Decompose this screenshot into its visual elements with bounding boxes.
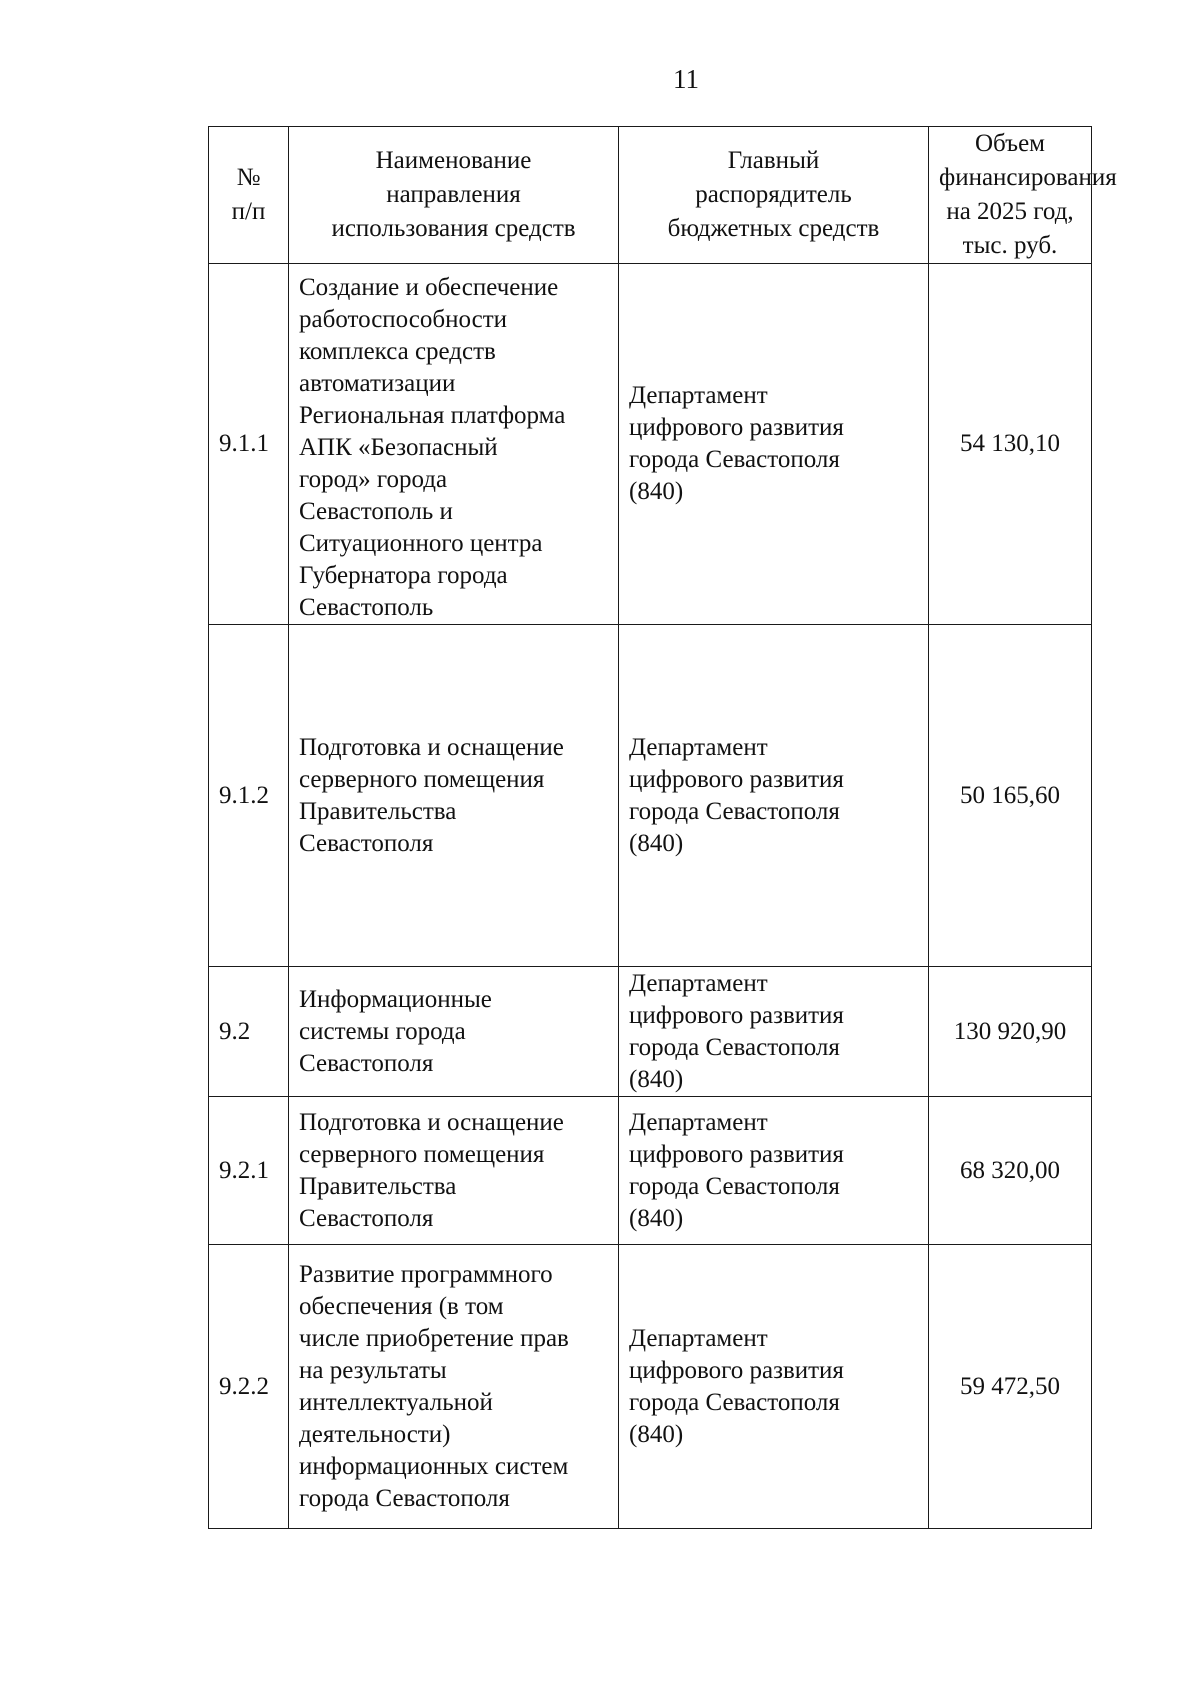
page-number: 11 — [673, 64, 699, 94]
table-row — [209, 1097, 1092, 1245]
row-number: 9.2 — [209, 967, 289, 1097]
row-manager: Департамент цифрового развития города Севастополя (840) — [619, 264, 929, 625]
row-name: Информационные системы города Севастополя — [289, 967, 619, 1097]
row-name: Создание и обеспечение работоспособности комплекса средств автоматизации Региональная платформа АПК «Безопасный город» города Севастополь и Ситуационного центра Губернатора города Севастополь — [289, 264, 619, 625]
header-num: № п/п — [209, 127, 289, 264]
row-number: 9.2.2 — [209, 1245, 289, 1529]
row-manager: Департамент цифрового развития города Севастополя (840) — [619, 967, 929, 1097]
row-amount: 54 130,10 — [929, 264, 1092, 625]
table-row — [209, 1245, 1092, 1529]
row-amount: 68 320,00 — [929, 1097, 1092, 1245]
header-amount: Объем финансирования на 2025 год, тыс. руб. — [929, 127, 1092, 264]
row-number: 9.2.1 — [209, 1097, 289, 1245]
table-header-row — [209, 127, 1092, 264]
row-name: Подготовка и оснащение серверного помещения Правительства Севастополя — [289, 625, 619, 967]
row-name: Развитие программного обеспечения (в том числе приобретение прав на результаты интеллектуальной деятельности) информационных систем города Севастополя — [289, 1245, 619, 1529]
row-manager: Департамент цифрового развития города Севастополя (840) — [619, 1097, 929, 1245]
row-manager: Департамент цифрового развития города Севастополя (840) — [619, 1245, 929, 1529]
table-row — [209, 625, 1092, 967]
row-number: 9.1.1 — [209, 264, 289, 625]
row-amount: 59 472,50 — [929, 1245, 1092, 1529]
budget-table — [208, 126, 1117, 1529]
row-amount: 50 165,60 — [929, 625, 1092, 967]
row-manager: Департамент цифрового развития города Севастополя (840) — [619, 625, 929, 967]
table-row — [209, 967, 1092, 1097]
row-number: 9.1.2 — [209, 625, 289, 967]
table-row — [209, 264, 1092, 625]
header-name: Наименование направления использования средств — [289, 127, 619, 264]
row-name: Подготовка и оснащение серверного помещения Правительства Севастополя — [289, 1097, 619, 1245]
row-amount: 130 920,90 — [929, 967, 1092, 1097]
header-manager: Главный распорядитель бюджетных средств — [619, 127, 929, 264]
